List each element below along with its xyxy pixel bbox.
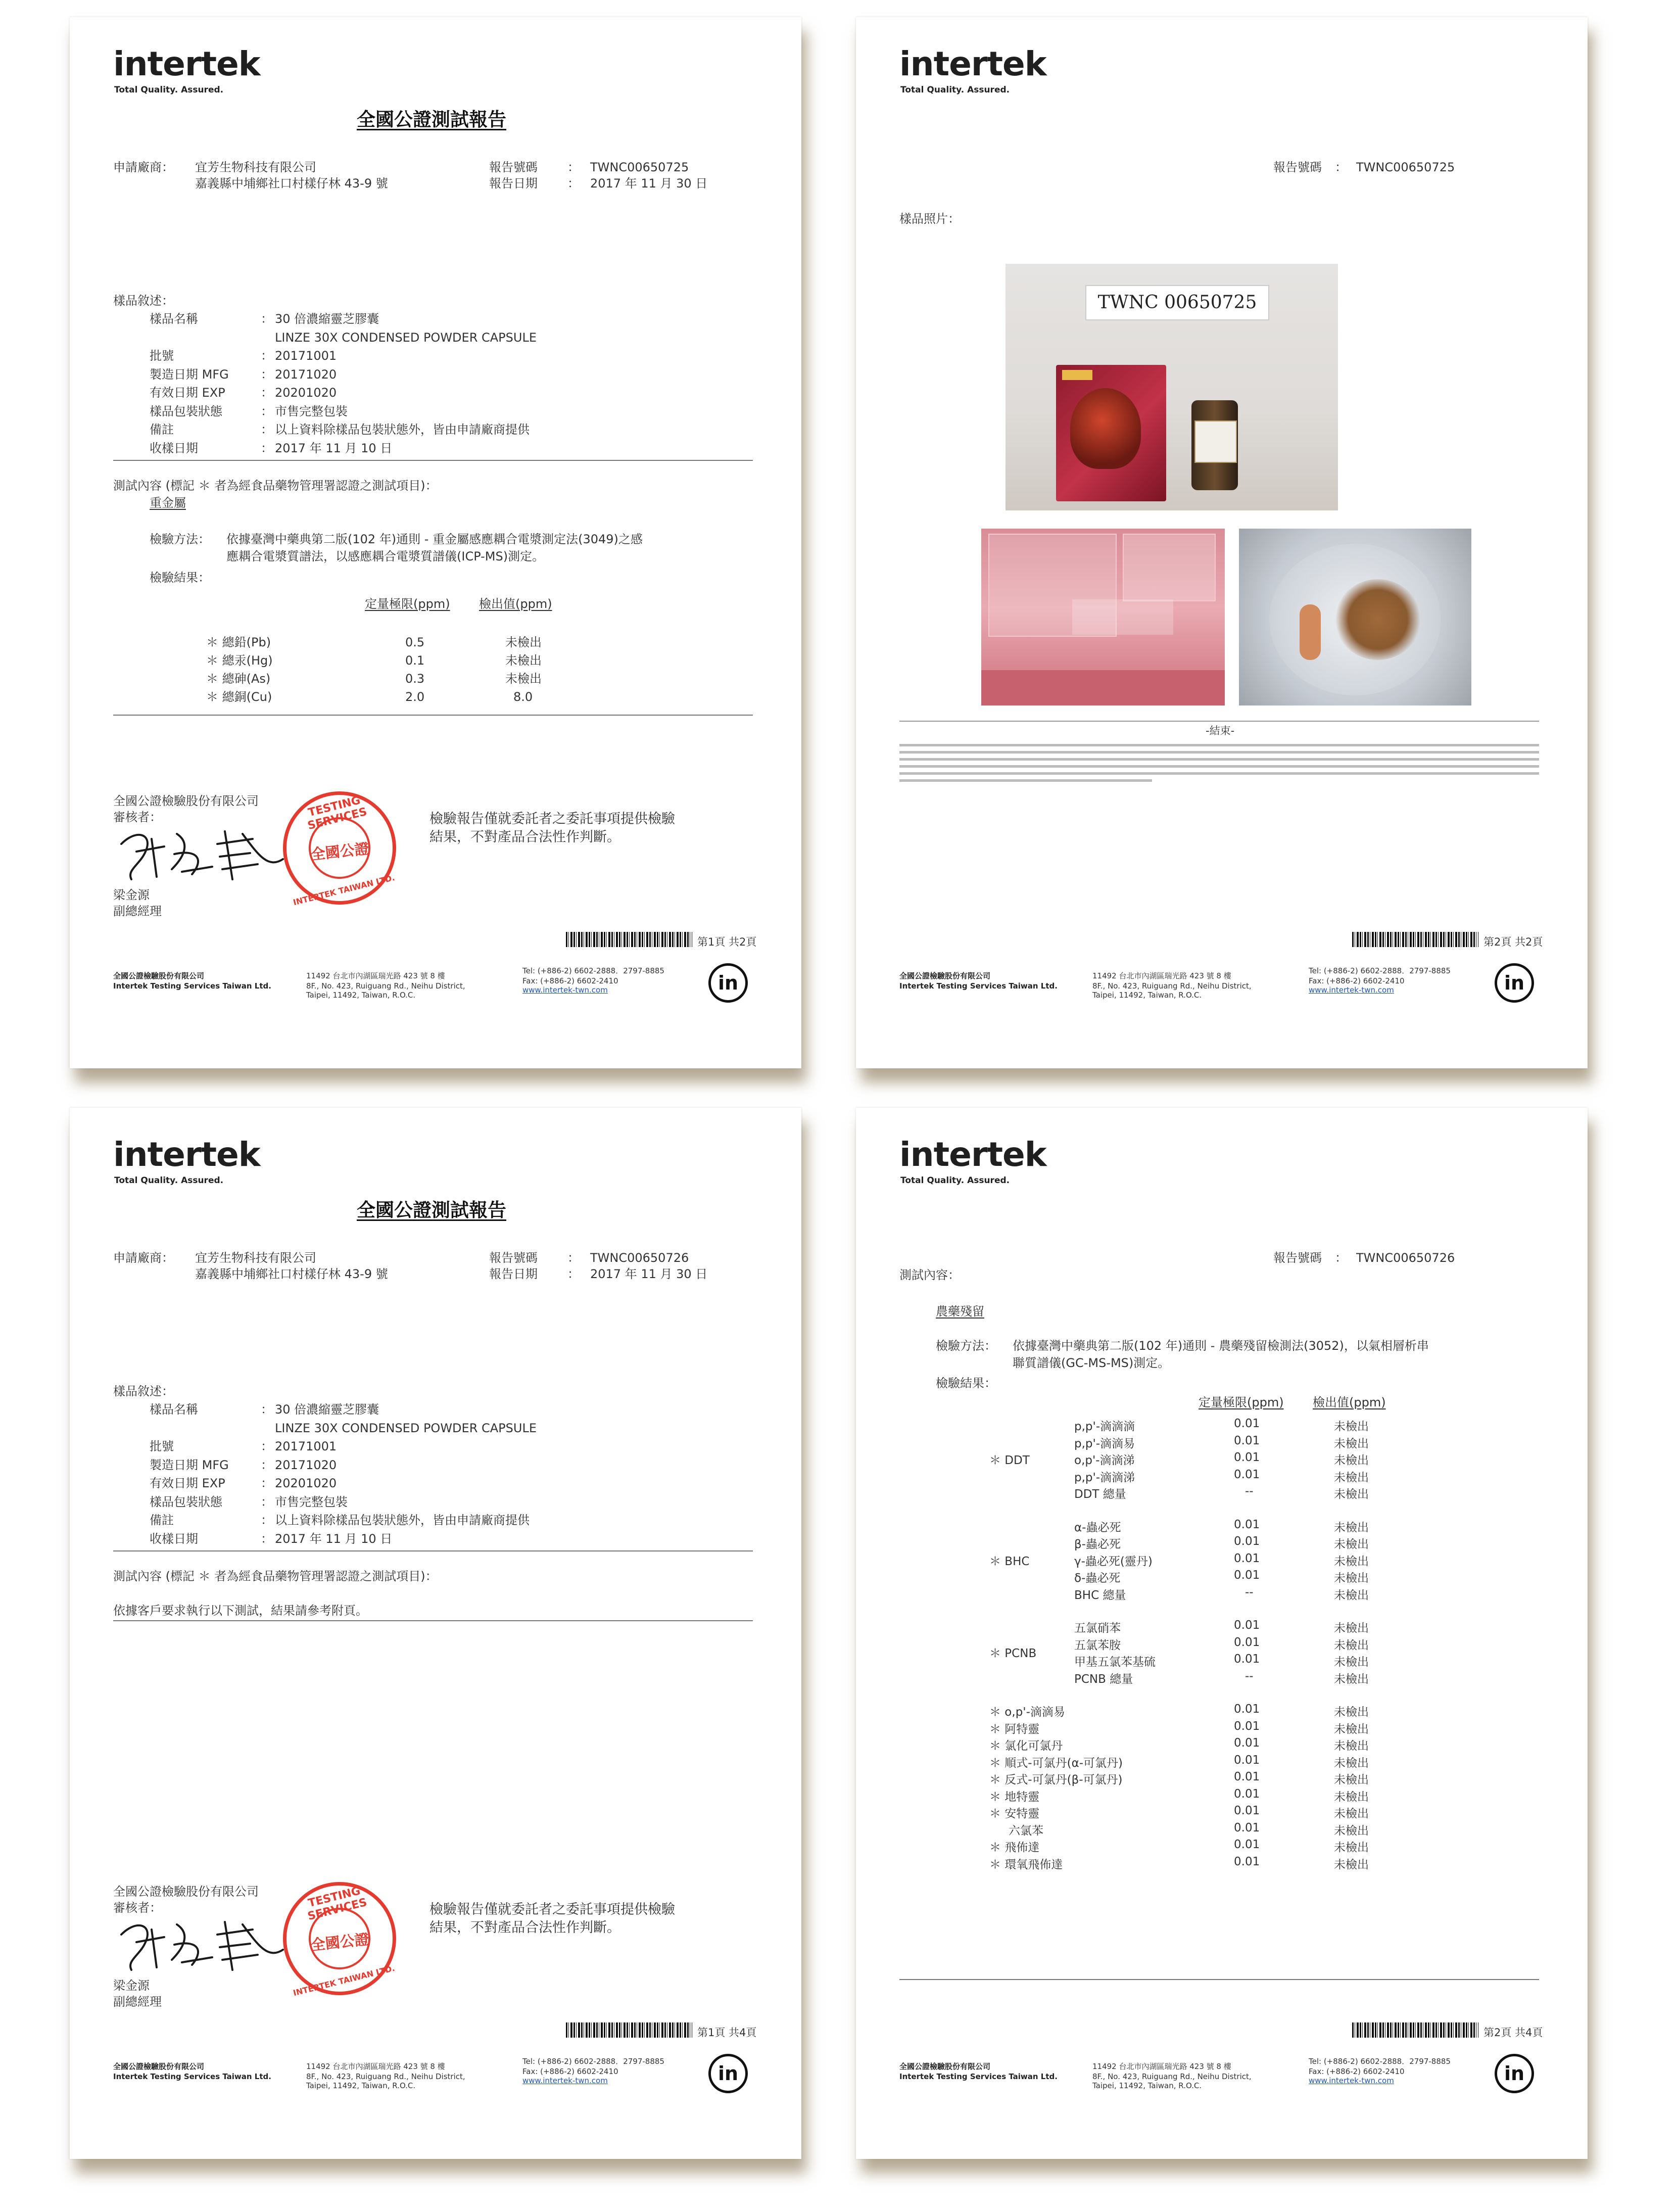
intertek-logo: intertek [113, 1135, 260, 1174]
sample-field-label: 樣品名稱 [150, 1402, 198, 1417]
official-seal [277, 1876, 402, 2001]
col-limit: 定量極限(ppm) [365, 597, 450, 611]
pesticide-name: γ-蟲必死(靈丹) [1074, 1555, 1153, 1568]
colon: ： [261, 422, 273, 437]
disclaimer-line [899, 751, 1539, 754]
metal-limit: 0.1 [405, 653, 425, 668]
report-disclaimer-2: 結果，不對產品合法性作判斷。 [429, 829, 620, 845]
pesticide-limit: 0.01 [1234, 1736, 1260, 1750]
footer-address-en-2: Taipei, 11492, Taiwan, R.O.C. [306, 2081, 416, 2090]
official-seal [277, 786, 402, 910]
pesticide-limit: 0.01 [1234, 1535, 1260, 1548]
pesticide-result: 未檢出 [1334, 1572, 1369, 1585]
page-number: 第1頁 共4頁 [697, 2027, 757, 2039]
footer-fax: Fax: (+886-2) 6602-2410 [1309, 2067, 1405, 2076]
result-label: 檢驗結果： [150, 571, 210, 585]
pesticide-limit: 0.01 [1234, 1703, 1260, 1716]
sample-field-label: 製造日期 MFG [150, 367, 229, 382]
colon: ： [567, 176, 580, 191]
pesticide-name: ＊ 氯化可氯丹 [989, 1739, 1063, 1753]
pesticide-limit: 0.01 [1234, 1770, 1260, 1783]
product-bottle [1191, 400, 1238, 490]
pesticide-name: α-蟲必死 [1074, 1521, 1121, 1534]
pesticide-result: 未檢出 [1334, 1672, 1369, 1686]
sample-field-label: 批號 [150, 1439, 174, 1453]
pesticide-name: 五氯苯胺 [1074, 1638, 1121, 1652]
divider [899, 1979, 1539, 1980]
footer-website[interactable]: www.intertek-twn.com [522, 2076, 608, 2085]
product-box [1056, 365, 1166, 501]
applicant-label: 申請廠商： [113, 160, 174, 174]
pesticide-limit: 0.01 [1234, 1719, 1260, 1733]
pesticide-limit: 0.01 [1234, 1804, 1260, 1817]
footer-website[interactable]: www.intertek-twn.com [1309, 2076, 1394, 2085]
pesticide-result: 未檢出 [1334, 1454, 1369, 1467]
colon: ： [261, 1513, 273, 1527]
sample-field-value: LINZE 30X CONDENSED POWDER CAPSULE [275, 1421, 537, 1435]
pesticide-limit: -- [1245, 1669, 1254, 1683]
section-title: 農藥殘留 [936, 1304, 984, 1319]
signing-company: 全國公證檢驗股份有限公司 [113, 794, 259, 808]
report-no-label: 報告號碼 [489, 160, 538, 174]
pesticide-result: 未檢出 [1334, 1722, 1369, 1736]
footer-fax: Fax: (+886-2) 6602-2410 [522, 2067, 618, 2076]
colon: ： [261, 1494, 273, 1509]
pesticide-result: 未檢出 [1334, 1437, 1369, 1450]
report-page-1 [70, 17, 801, 1068]
footer-address-en-1: 8F., No. 423, Ruiguang Rd., Neihu District, [1092, 2072, 1252, 2081]
disclaimer-line [899, 744, 1539, 746]
footer-address-zh: 11492 台北市內湖區瑞光路 423 號 8 樓 [306, 2062, 445, 2071]
pesticide-result: 未檢出 [1334, 1656, 1369, 1669]
pesticide-group: ＊ BHC [989, 1555, 1030, 1568]
intertek-in-logo-text: in [717, 2062, 739, 2085]
pesticide-limit: 0.01 [1234, 1787, 1260, 1801]
metal-result: 未檢出 [505, 635, 542, 649]
report-no: TWNC00650725 [590, 160, 689, 174]
method-label: 檢驗方法： [150, 532, 210, 546]
colon: ： [1335, 160, 1347, 174]
colon: ： [567, 1267, 580, 1281]
colon: ： [261, 404, 273, 418]
sample-field-label: 收樣日期 [150, 1531, 198, 1546]
footer-fax: Fax: (+886-2) 6602-2410 [522, 976, 618, 985]
intertek-in-logo-text: in [717, 972, 739, 994]
pesticide-name: p,p'-滴滴滴 [1074, 1420, 1135, 1433]
sample-field-label: 樣品包裝狀態 [150, 404, 222, 418]
metal-name: ＊ 總砷(As) [206, 672, 271, 686]
pesticide-name: ＊ 反式-可氯丹(β-可氯丹) [989, 1773, 1123, 1786]
applicant-address: 嘉義縣中埔鄉社口村樣仔林 43-9 號 [195, 1267, 388, 1281]
report-title: 全國公證測試報告 [357, 1199, 506, 1221]
sample-field-value: 20171001 [275, 1439, 337, 1453]
pesticide-name: PCNB 總量 [1074, 1672, 1133, 1686]
footer-tel: Tel: (+886-2) 6602-2888．2797-8885 [522, 966, 664, 975]
colon: ： [261, 312, 273, 326]
report-page-3 [70, 1108, 801, 2159]
intertek-logo: intertek [113, 44, 260, 83]
sample-field-label: 樣品包裝狀態 [150, 1494, 222, 1509]
method-text-2: 聯質譜儀(GC-MS-MS)測定。 [1013, 1356, 1170, 1370]
colon: ： [261, 1476, 273, 1490]
pesticide-name: β-蟲必死 [1074, 1538, 1121, 1551]
barcode [1352, 932, 1478, 947]
page-number: 第2頁 共4頁 [1483, 2027, 1543, 2039]
sample-photo-powder [1239, 529, 1471, 705]
logo-tagline: Total Quality. Assured. [900, 85, 1010, 95]
footer-tel: Tel: (+886-2) 6602-2888．2797-8885 [1309, 2057, 1451, 2066]
section-title: 重金屬 [150, 496, 186, 510]
footer-address-en-2: Taipei, 11492, Taiwan, R.O.C. [1092, 991, 1202, 1000]
pesticide-name: ＊ 安特靈 [989, 1807, 1040, 1820]
pesticide-limit: 0.01 [1234, 1569, 1260, 1582]
col-result: 檢出值(ppm) [479, 597, 552, 611]
footer-address-en-2: Taipei, 11492, Taiwan, R.O.C. [306, 991, 416, 1000]
divider [899, 721, 1539, 722]
report-no: TWNC00650725 [1356, 160, 1455, 174]
footer-company-en: Intertek Testing Services Taiwan Ltd. [113, 2072, 271, 2081]
divider [113, 1550, 753, 1551]
photo-label: 樣品照片： [899, 212, 960, 226]
pesticide-result: 未檢出 [1334, 1824, 1369, 1838]
barcode [566, 932, 692, 947]
colon: ： [261, 1531, 273, 1546]
divider [113, 715, 753, 716]
pesticide-limit: 0.01 [1234, 1518, 1260, 1531]
intertek-logo: intertek [899, 44, 1046, 83]
reviewer-title: 副總經理 [113, 1995, 162, 2009]
report-date-label: 報告日期 [489, 1267, 538, 1281]
report-date: 2017 年 11 月 30 日 [590, 176, 708, 191]
footer-address-en-1: 8F., No. 423, Ruiguang Rd., Neihu District, [1092, 981, 1252, 991]
sample-field-value: 30 倍濃縮靈芝膠囊 [275, 1402, 379, 1417]
report-page-2 [856, 17, 1588, 1068]
sample-field-value: 2017 年 11 月 10 日 [275, 441, 393, 455]
pesticide-limit: 0.01 [1234, 1838, 1260, 1851]
pesticide-name: 五氯硝苯 [1074, 1622, 1121, 1635]
sample-field-label: 有效日期 EXP [150, 386, 225, 400]
seal-text-bottom: INTERTEK TAIWAN LTD. [292, 872, 396, 908]
pesticide-result: 未檢出 [1334, 1538, 1369, 1551]
disclaimer-line [899, 779, 1152, 782]
reviewer-signature [116, 1914, 288, 1975]
sample-field-value: 20201020 [275, 1476, 337, 1490]
pesticide-name: p,p'-滴滴涕 [1074, 1471, 1135, 1484]
sample-field-value: 30 倍濃縮靈芝膠囊 [275, 312, 379, 326]
pesticide-result: 未檢出 [1334, 1807, 1369, 1820]
method-text-2: 應耦合電漿質譜法，以感應耦合電漿質譜儀(ICP-MS)測定。 [226, 549, 545, 563]
intertek-in-logo-text: in [1504, 2062, 1525, 2085]
pesticide-result: 未檢出 [1334, 1488, 1369, 1501]
sample-field-value: 20171020 [275, 1457, 337, 1472]
metal-name: ＊ 總銅(Cu) [206, 690, 272, 704]
disclaimer-line [899, 772, 1539, 775]
seal-text-top: TESTING SERVICES [306, 794, 368, 833]
sample-field-value: 20201020 [275, 386, 337, 400]
pesticide-group: ＊ PCNB [989, 1647, 1037, 1661]
pesticide-result: 未檢出 [1334, 1471, 1369, 1484]
footer-company-zh: 全國公證檢驗股份有限公司 [899, 971, 991, 980]
footer-address-en-1: 8F., No. 423, Ruiguang Rd., Neihu District, [306, 2072, 465, 2081]
result-label: 檢驗結果： [936, 1376, 996, 1390]
pesticide-limit: 0.01 [1234, 1821, 1260, 1834]
pesticide-result: 未檢出 [1334, 1555, 1369, 1568]
pesticide-name: p,p'-滴滴易 [1074, 1437, 1135, 1450]
colon: ： [261, 349, 273, 363]
reviewer-name: 梁金源 [113, 888, 150, 902]
seal-text-center: 全國公證 [310, 1930, 370, 1954]
reviewer-title: 副總經理 [113, 904, 162, 918]
pesticide-limit: 0.01 [1234, 1551, 1260, 1565]
pesticide-result: 未檢出 [1334, 1756, 1369, 1770]
sample-field-label: 有效日期 EXP [150, 1476, 225, 1490]
pesticide-limit: 0.01 [1234, 1653, 1260, 1666]
reviewer-label: 審核者： [113, 810, 162, 824]
pesticide-limit: -- [1245, 1585, 1254, 1599]
metal-result: 8.0 [513, 690, 533, 704]
pesticide-result: 未檢出 [1334, 1706, 1369, 1719]
colon: ： [567, 1251, 580, 1265]
footer-company-en: Intertek Testing Services Taiwan Ltd. [899, 981, 1058, 991]
footer-fax: Fax: (+886-2) 6602-2410 [1309, 976, 1405, 985]
report-no-label: 報告號碼 [489, 1251, 538, 1265]
pesticide-name: 六氯苯 [1009, 1824, 1043, 1838]
footer-company-zh: 全國公證檢驗股份有限公司 [113, 2062, 205, 2071]
pesticide-limit: 0.01 [1234, 1468, 1260, 1481]
test-content-label: 測試內容： [899, 1268, 960, 1282]
pesticide-result: 未檢出 [1334, 1739, 1369, 1753]
colon: ： [261, 441, 273, 455]
divider [113, 460, 753, 461]
sample-field-label: 備註 [150, 422, 174, 437]
reviewer-label: 審核者： [113, 1901, 162, 1915]
pesticide-name: ＊ 順式-可氯丹(α-可氯丹) [989, 1756, 1123, 1770]
metal-result: 未檢出 [505, 653, 542, 668]
footer-address-zh: 11492 台北市內湖區瑞光路 423 號 8 樓 [1092, 2062, 1231, 2071]
logo-tagline: Total Quality. Assured. [114, 1175, 224, 1186]
seal-text-center: 全國公證 [310, 839, 370, 863]
barcode [566, 2022, 692, 2038]
method-label: 檢驗方法： [936, 1339, 996, 1353]
pesticide-result: 未檢出 [1334, 1773, 1369, 1786]
pesticide-result: 未檢出 [1334, 1858, 1369, 1871]
intertek-logo: intertek [899, 1135, 1046, 1174]
sample-field-value: 以上資料除樣品包裝狀態外，皆由申請廠商提供 [275, 422, 530, 437]
pesticide-limit: 0.01 [1234, 1635, 1260, 1649]
disclaimer-line [899, 765, 1539, 768]
footer-address-zh: 11492 台北市內湖區瑞光路 423 號 8 樓 [306, 971, 445, 980]
colon: ： [567, 160, 580, 174]
reviewer-signature [116, 824, 288, 884]
sample-field-value: 20171001 [275, 349, 337, 363]
footer-company-en: Intertek Testing Services Taiwan Ltd. [899, 2072, 1058, 2081]
pesticide-limit: 0.01 [1234, 1434, 1260, 1447]
pesticide-result: 未檢出 [1334, 1588, 1369, 1602]
pesticide-result: 未檢出 [1334, 1521, 1369, 1534]
footer-address-en-1: 8F., No. 423, Ruiguang Rd., Neihu District, [306, 981, 465, 991]
sample-field-value: 以上資料除樣品包裝狀態外，皆由申請廠商提供 [275, 1513, 530, 1527]
sample-field-label: 備註 [150, 1513, 174, 1527]
footer-tel: Tel: (+886-2) 6602-2888．2797-8885 [1309, 966, 1451, 975]
disclaimer-line [899, 758, 1539, 761]
seal-text-bottom: INTERTEK TAIWAN LTD. [292, 1963, 396, 1998]
report-disclaimer-2: 結果，不對產品合法性作判斷。 [429, 1920, 620, 1936]
report-no: TWNC00650726 [1356, 1251, 1455, 1265]
intertek-in-logo [708, 963, 748, 1003]
pesticide-name: 甲基五氯苯基硫 [1074, 1656, 1156, 1669]
page-number: 第2頁 共2頁 [1483, 936, 1543, 948]
pesticide-limit: -- [1245, 1485, 1254, 1498]
pesticide-limit: 0.01 [1234, 1451, 1260, 1464]
report-date: 2017 年 11 月 30 日 [590, 1267, 708, 1281]
report-page-4 [856, 1108, 1588, 2159]
colon: ： [261, 1402, 273, 1417]
test-content-note: 測試內容 (標記 ＊ 者為經食品藥物管理署認證之測試項目)： [113, 1569, 438, 1583]
pesticide-name: o,p'-滴滴涕 [1074, 1454, 1135, 1467]
colon: ： [1335, 1251, 1347, 1265]
logo-tagline: Total Quality. Assured. [900, 1175, 1010, 1186]
pesticide-result: 未檢出 [1334, 1420, 1369, 1433]
report-no-label: 報告號碼 [1273, 160, 1322, 174]
method-text-1: 依據臺灣中藥典第二版(102 年)通則 - 農藥殘留檢測法(3052)，以氣相層析串 [1013, 1339, 1429, 1353]
colon: ： [261, 1457, 273, 1472]
footer-tel: Tel: (+886-2) 6602-2888．2797-8885 [522, 2057, 664, 2066]
pesticide-name: BHC 總量 [1074, 1588, 1126, 1602]
pesticide-name: ＊ 阿特靈 [989, 1722, 1040, 1736]
colon: ： [261, 386, 273, 400]
sample-field-label: 收樣日期 [150, 441, 198, 455]
report-date-label: 報告日期 [489, 176, 538, 191]
page-number: 第1頁 共2頁 [697, 936, 757, 948]
sample-field-value: 20171020 [275, 367, 337, 382]
footer-company-en: Intertek Testing Services Taiwan Ltd. [113, 981, 271, 991]
metal-result: 未檢出 [505, 672, 542, 686]
sample-desc-label: 樣品敘述： [113, 294, 174, 308]
divider [113, 1620, 753, 1621]
report-title: 全國公證測試報告 [357, 109, 506, 130]
pesticide-limit: 0.01 [1234, 1855, 1260, 1868]
pesticide-name: ＊ 環氧飛佈達 [989, 1858, 1063, 1871]
footer-website[interactable]: www.intertek-twn.com [522, 985, 608, 995]
applicant-name: 宜芳生物科技有限公司 [195, 1251, 316, 1265]
footer-address-zh: 11492 台北市內湖區瑞光路 423 號 8 樓 [1092, 971, 1231, 980]
pesticide-name: δ-蟲必死 [1074, 1572, 1121, 1585]
intertek-in-logo [708, 2054, 748, 2093]
pesticide-result: 未檢出 [1334, 1622, 1369, 1635]
pesticide-name: ＊ 飛佈達 [989, 1841, 1040, 1854]
pesticide-group: ＊ DDT [989, 1454, 1030, 1467]
applicant-name: 宜芳生物科技有限公司 [195, 160, 316, 174]
end-mark: -結束- [1206, 725, 1235, 737]
intertek-in-logo-text: in [1504, 972, 1525, 994]
applicant-label: 申請廠商： [113, 1251, 174, 1265]
report-disclaimer-1: 檢驗報告僅就委託者之委託事項提供檢驗 [429, 1902, 675, 1917]
barcode [1352, 2022, 1478, 2038]
report-no-label: 報告號碼 [1273, 1251, 1322, 1265]
sample-field-label: 製造日期 MFG [150, 1457, 229, 1472]
pesticide-limit: 0.01 [1234, 1619, 1260, 1632]
pesticide-name: DDT 總量 [1074, 1488, 1126, 1501]
pesticide-name: ＊ o,p'-滴滴易 [989, 1706, 1065, 1719]
sample-field-label: 樣品名稱 [150, 312, 198, 326]
pesticide-limit: 0.01 [1234, 1417, 1260, 1430]
footer-company-zh: 全國公證檢驗股份有限公司 [113, 971, 205, 980]
report-disclaimer-1: 檢驗報告僅就委託者之委託事項提供檢驗 [429, 811, 675, 827]
pesticide-result: 未檢出 [1334, 1638, 1369, 1652]
photo-sample-tag: TWNC 00650725 [1085, 285, 1269, 320]
footer-company-zh: 全國公證檢驗股份有限公司 [899, 2062, 991, 2071]
sample-desc-label: 樣品敘述： [113, 1384, 174, 1398]
colon: ： [261, 1439, 273, 1453]
col-limit: 定量極限(ppm) [1199, 1395, 1284, 1409]
sample-photo-main [1005, 264, 1338, 510]
metal-limit: 0.3 [405, 672, 425, 686]
metal-name: ＊ 總汞(Hg) [206, 653, 273, 668]
test-content-note: 測試內容 (標記 ＊ 者為經食品藥物管理署認證之測試項目)： [113, 479, 438, 493]
sample-field-value: 市售完整包裝 [275, 404, 348, 418]
method-text-1: 依據臺灣中藥典第二版(102 年)通則 - 重金屬感應耦合電漿測定法(3049)之感 [226, 532, 643, 546]
reviewer-name: 梁金源 [113, 1979, 150, 1993]
pesticide-result: 未檢出 [1334, 1841, 1369, 1854]
footer-address-en-2: Taipei, 11492, Taiwan, R.O.C. [1092, 2081, 1202, 2090]
pesticide-result: 未檢出 [1334, 1790, 1369, 1804]
report-no: TWNC00650726 [590, 1251, 689, 1265]
col-result: 檢出值(ppm) [1313, 1395, 1386, 1409]
metal-limit: 2.0 [405, 690, 425, 704]
metal-limit: 0.5 [405, 635, 425, 649]
signing-company: 全國公證檢驗股份有限公司 [113, 1885, 259, 1899]
sample-field-label: 批號 [150, 349, 174, 363]
intertek-in-logo [1495, 963, 1534, 1003]
pesticide-name: ＊ 地特靈 [989, 1790, 1040, 1804]
metal-name: ＊ 總鉛(Pb) [206, 635, 271, 649]
intertek-in-logo [1495, 2054, 1534, 2093]
client-note: 依據客戶要求執行以下測試，結果請參考附頁。 [113, 1604, 368, 1618]
sample-field-value: 市售完整包裝 [275, 1494, 348, 1509]
footer-website[interactable]: www.intertek-twn.com [1309, 985, 1394, 995]
pesticide-limit: 0.01 [1234, 1753, 1260, 1767]
sample-field-value: LINZE 30X CONDENSED POWDER CAPSULE [275, 330, 537, 345]
sample-field-value: 2017 年 11 月 10 日 [275, 1531, 393, 1546]
sample-photo-label [981, 529, 1225, 705]
colon: ： [261, 367, 273, 382]
logo-tagline: Total Quality. Assured. [114, 85, 224, 95]
applicant-address: 嘉義縣中埔鄉社口村樣仔林 43-9 號 [195, 176, 388, 191]
seal-text-top: TESTING SERVICES [306, 1885, 368, 1923]
